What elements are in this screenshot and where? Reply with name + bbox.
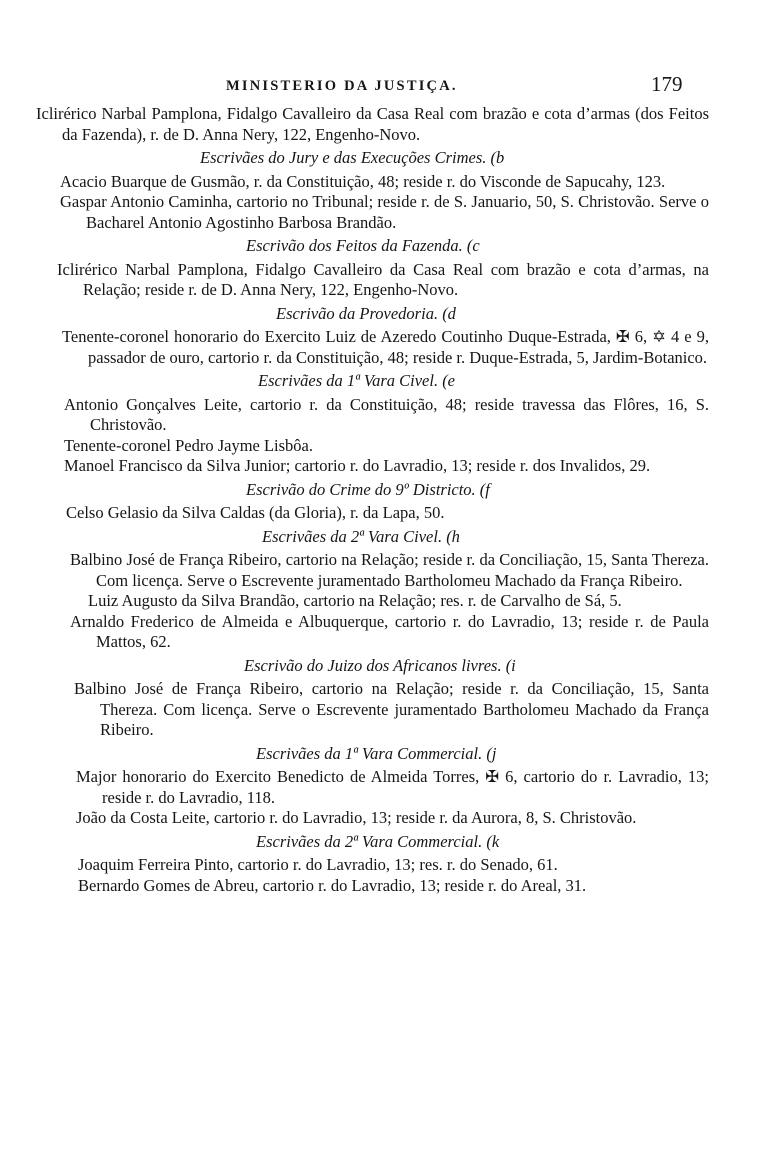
entry: Tenente-coronel Pedro Jayme Lisbôa. <box>64 435 314 455</box>
section-heading: Escrivão dos Feitos da Fazenda. (c <box>246 236 480 255</box>
running-head: MINISTERIO DA JUSTIÇA. <box>226 78 458 94</box>
section-heading: Escrivão do Juizo dos Africanos livres. (i <box>244 655 516 675</box>
page-header <box>0 72 757 102</box>
section-heading: Escrivães da 2ª Vara Civel. (h <box>262 526 460 546</box>
section-entries <box>0 550 757 653</box>
entry: Major honorario do Exercito Benedicto de Almeida Torres, ✠ 6, cartorio do r. Lavradio, 13; reside r. do Lavradio, 118. <box>76 767 709 807</box>
section-heading: Escrivão da Provedoria. (d <box>276 303 456 323</box>
entry-group-top <box>0 104 757 145</box>
section-entries <box>0 260 757 301</box>
entry: Tenente-coronel honorario do Exercito Luiz de Azeredo Coutinho Duque-Estrada, ✠ 6, ✡ 4 e 9, passador de ouro, cartorio r. da Constituição, 48; reside r. Duque-Estrada, 5, Jardim-Botanico. <box>62 327 709 367</box>
entry: Antonio Gonçalves Leite, cartorio r. da Constituição, 48; reside travessa das Flôres, 16, S. Christovão. <box>64 394 709 434</box>
entry: Balbino José de França Ribeiro, cartorio na Relação; reside r. da Conciliação, 15, Santa Thereza. Com licença. Serve o Escrevente juramentado Bartholomeu Machado da França Ribeiro. <box>70 550 709 590</box>
entry: Arnaldo Frederico de Almeida e Albuquerque, cartorio r. do Lavradio, 13; reside r. de Paula Mattos, 62. <box>70 611 709 651</box>
entry: Balbino José de França Ribeiro, cartorio na Relação; reside r. da Conciliação, 15, Santa Thereza. Com licença. Serve o Escrevente juramentado Bartholomeu Machado da França Ribeiro. <box>74 679 709 739</box>
entry: João da Costa Leite, cartorio r. do Lavradio, 13; reside r. da Aurora, 8, S. Christovão. <box>76 808 637 827</box>
entry: Bernardo Gomes de Abreu, cartorio r. do Lavradio, 13; reside r. do Areal, 31. <box>78 875 587 895</box>
section-entries <box>0 395 757 477</box>
section-entries <box>0 503 757 524</box>
section-entries <box>0 172 757 234</box>
page-body <box>0 104 757 896</box>
entry: Iclirérico Narbal Pamplona, Fidalgo Cavalleiro da Casa Real com brazão e cota d’armas (dos Feitos da Fazenda), r. de D. Anna Nery, 122, Engenho-Novo. <box>36 104 709 144</box>
section-entries <box>0 327 757 368</box>
section-heading: Escrivães da 1ª Vara Civel. (e <box>258 371 456 390</box>
entry: Manoel Francisco da Silva Junior; cartorio r. do Lavradio, 13; reside r. dos Invalidos, 29. <box>64 456 651 475</box>
section-heading: Escrivães da 2ª Vara Commercial. (k <box>256 831 500 851</box>
section-entries <box>0 855 757 896</box>
section-entries <box>0 679 757 741</box>
section-heading: Escrivães do Jury e das Execuções Crimes. (b <box>200 148 505 167</box>
page-number: 179 <box>651 72 683 96</box>
entry: Joaquim Ferreira Pinto, cartorio r. do Lavradio, 13; res. r. do Senado, 61. <box>78 855 558 874</box>
entry: Luiz Augusto da Silva Brandão, cartorio na Relação; res. r. de Carvalho de Sá, 5. <box>88 591 622 610</box>
section-entries <box>0 767 757 829</box>
section-heading: Escrivão do Crime do 9º Districto. (f <box>246 479 490 499</box>
entry: Gaspar Antonio Caminha, cartorio no Tribunal; reside r. de S. Januario, 50, S. Christovão. Serve o Bacharel Antonio Agostinho Barbosa Brandão. <box>60 192 709 232</box>
entry: Iclirérico Narbal Pamplona, Fidalgo Cavalleiro da Casa Real com brazão e cota d’armas, na Relação; reside r. de D. Anna Nery, 122, Engenho-Novo. <box>57 259 709 299</box>
section-heading: Escrivães da 1ª Vara Commercial. (j <box>256 743 497 763</box>
entry: Acacio Buarque de Gusmão, r. da Constituição, 48; reside r. do Visconde de Sapucahy, 123. <box>60 171 666 191</box>
entry: Celso Gelasio da Silva Caldas (da Gloria), r. da Lapa, 50. <box>66 503 445 522</box>
